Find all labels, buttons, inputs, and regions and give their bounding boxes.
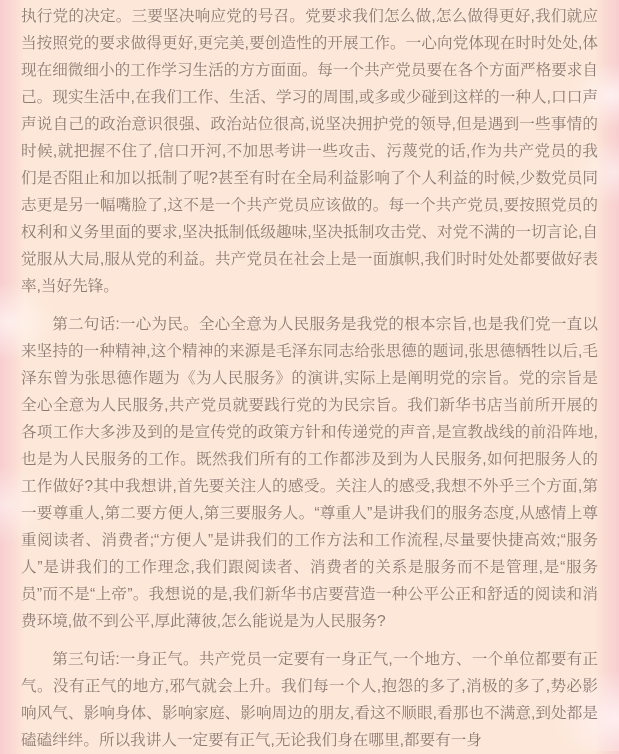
paragraph: 第二句话:一心为民。全心全意为人民服务是我党的根本宗旨,也是我们党一直以来坚持的一种精神,这个精神的来源是毛泽东同志给张思德的题词,张思德牺牲以后,毛泽东曾为张思德作题为《为人民服务》的演讲,实际上是阐明党的宗旨。党的宗旨是全心全意为人民服务,共产党员就要践行党的为民宗旨。我们新华书店当前所开展的各项工作大多涉及到的是宣传党的政策方针和传递党的声音,是宣教战线的前沿阵地,也是为人民服务的工作。既然我们所有的工作都涉及到为人民服务,如何把服务人的工作做好?其中我想讲,首先要关注人的感受。关注人的感受,我想不外乎三个方面,第一要尊重人,第二要方便人,第三要服务人。“尊重人”是讲我们的服务态度,从感情上尊重阅读者、消费者;“方便人”是讲我们的工作方法和工作流程,尽量要快捷高效;“服务人”是讲我们的工作理念,我们跟阅读者、消费者的关系是服务而不是管理,是“服务员”而不是“上帝”。我想说的是,我们新华书店要营造一种公平公正和舒适的阅读和消费环境,做不到公平,厚此薄彼,怎么能说是为人民服务?: [21, 316, 598, 630]
paragraph: 执行党的决定。三要坚决响应党的号召。党要求我们怎么做,怎么做得更好,我们就应当按照党的要求做得更好,更完美,要创造性的开展工作。一心向党体现在时时处处,体现在细微细小的工作学习生活的方方面面。每一个共产党员要在各个方面严格要求自己。现实生活中,在我们工作、生活、学习的周围,或多或少碰到这样的一种人,口口声声说自己的政治意识很强、政治站位很高,说坚决拥护党的领导,但是遇到一些事情的时候,就把握不住了,信口开河,不加思考讲一些攻击、污蔑党的话,作为共产党员的我们是否阻止和加以抵制了呢?甚至有时在全局利益影响了个人利益的时候,少数党员同志更是另一幅嘴脸了,这不是一个共产党员应该做的。每一个共产党员,要按照党员的权利和义务里面的要求,坚决抵制低级趣味,坚决抵制攻击党、对党不满的一切言论,自觉服从大局,服从党的利益。共产党员在社会上是一面旗帜,我们时时处处都要做好表率,当好先锋。: [21, 8, 598, 295]
paragraph: 第三句话:一身正气。共产党员一定要有一身正气,一个地方、一个单位都要有正气。没有正气的地方,邪气就会上升。我们每一个人,抱怨的多了,消极的多了,势必影响风气、影响身体、影响家庭、影响周边的朋友,看这不顺眼,看那也不满意,到处都是磕磕绊绊。所以我讲人一定要有正气,无论我们身在哪里,都要有一身: [21, 651, 598, 749]
